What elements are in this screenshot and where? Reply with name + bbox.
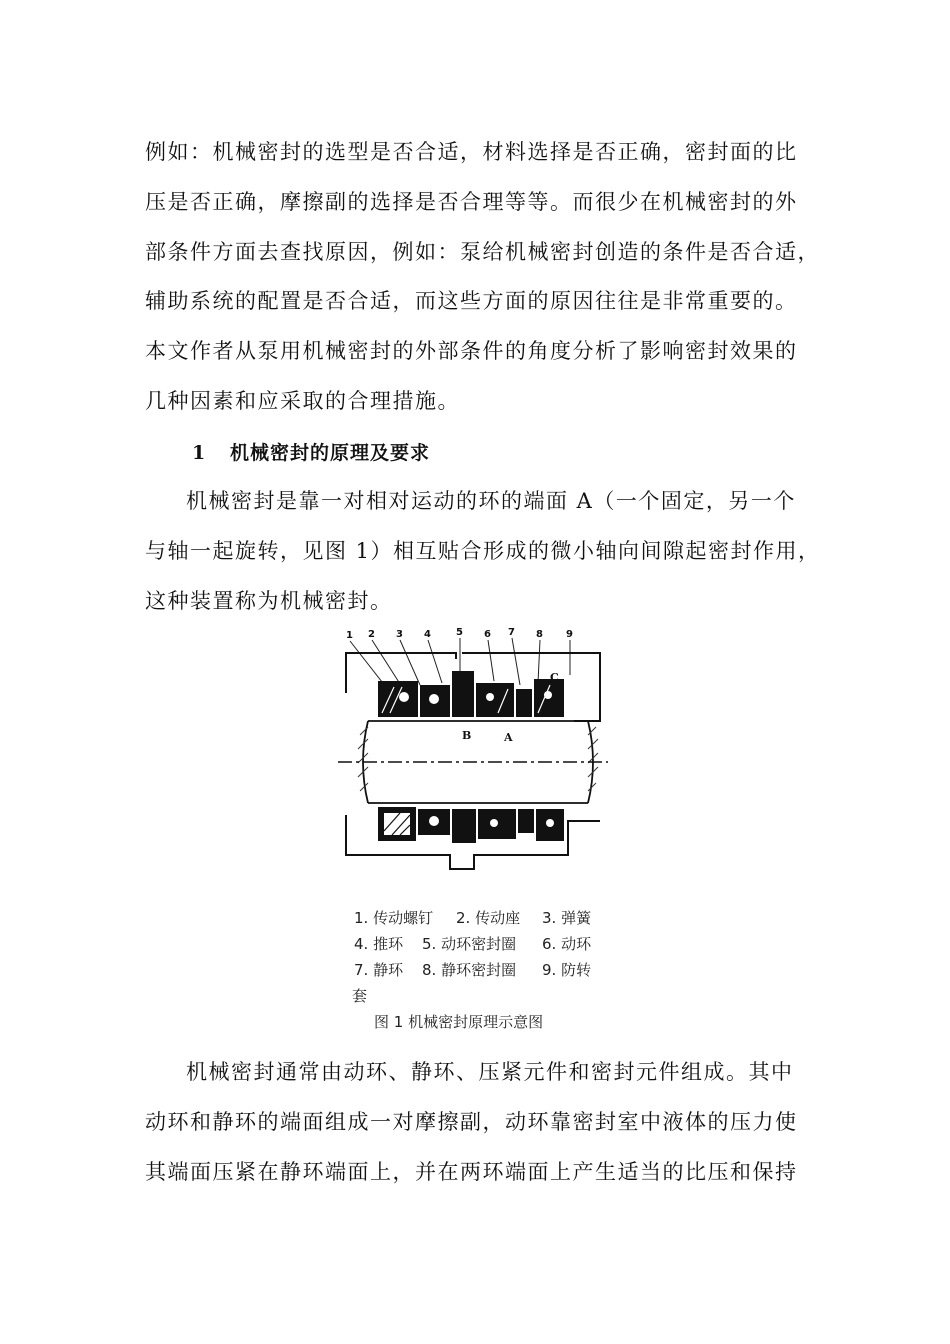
text-line: 这种装置称为机械密封。: [145, 589, 393, 613]
legend-item: 1. 传动螺钉: [354, 909, 434, 927]
mechanical-seal-diagram: [338, 625, 608, 885]
section-title: 机械密封的原理及要求: [230, 442, 431, 464]
figure-mechanical-seal: [338, 625, 608, 1035]
part-number-1: 1: [346, 630, 353, 641]
text-line: 例如：机械密封的选型是否合适，材料选择是否正确，密封面的比: [145, 140, 798, 164]
text-line: 机械密封是靠一对相对运动的环的端面 A（一个固定，另一个: [186, 489, 796, 513]
text-line: 动环和静环的端面组成一对摩擦副，动环靠密封室中液体的压力使: [145, 1110, 798, 1134]
legend-item: 6. 动环: [542, 935, 592, 953]
label-a: A: [504, 731, 513, 744]
part-number-9: 9: [566, 629, 573, 640]
text-line: 部条件方面去查找原因，例如：泵给机械密封创造的条件是否合适，: [145, 240, 820, 264]
text-line: 几种因素和应采取的合理措施。: [145, 389, 460, 413]
part-number-5: 5: [456, 627, 463, 638]
text-line: 本文作者从泵用机械密封的外部条件的角度分析了影响密封效果的: [145, 339, 798, 363]
label-b: B: [462, 729, 472, 742]
figure-caption: 图 1 机械密封原理示意图: [374, 1013, 544, 1031]
text-line: 机械密封通常由动环、静环、压紧元件和密封元件组成。其中: [186, 1060, 794, 1084]
legend-item: 套: [352, 987, 368, 1005]
part-number-7: 7: [508, 627, 515, 638]
label-c: C: [550, 671, 559, 684]
text-line: 辅助系统的配置是否合适，而这些方面的原因往往是非常重要的。: [145, 289, 798, 313]
part-number-2: 2: [368, 629, 375, 640]
part-number-4: 4: [424, 629, 431, 640]
legend-item: 8. 静环密封圈: [422, 961, 517, 979]
legend-item: 2. 传动座: [456, 909, 521, 927]
legend-item: 5. 动环密封圈: [422, 935, 517, 953]
legend-item: 3. 弹簧: [542, 909, 592, 927]
legend-item: 9. 防转: [542, 961, 592, 979]
text-line: 其端面压紧在静环端面上，并在两环端面上产生适当的比压和保持: [145, 1160, 798, 1184]
part-number-8: 8: [536, 629, 543, 640]
section-heading: [192, 438, 430, 465]
section-number: 1: [192, 442, 207, 464]
part-number-3: 3: [396, 629, 403, 640]
legend-item: 7. 静环: [354, 961, 404, 979]
text-line: 压是否正确，摩擦副的选择是否合理等等。而很少在机械密封的外: [145, 190, 798, 214]
text-line: 与轴一起旋转，见图 1）相互贴合形成的微小轴向间隙起密封作用，: [145, 539, 821, 563]
legend-item: 4. 推环: [354, 935, 404, 953]
part-number-6: 6: [484, 629, 491, 640]
